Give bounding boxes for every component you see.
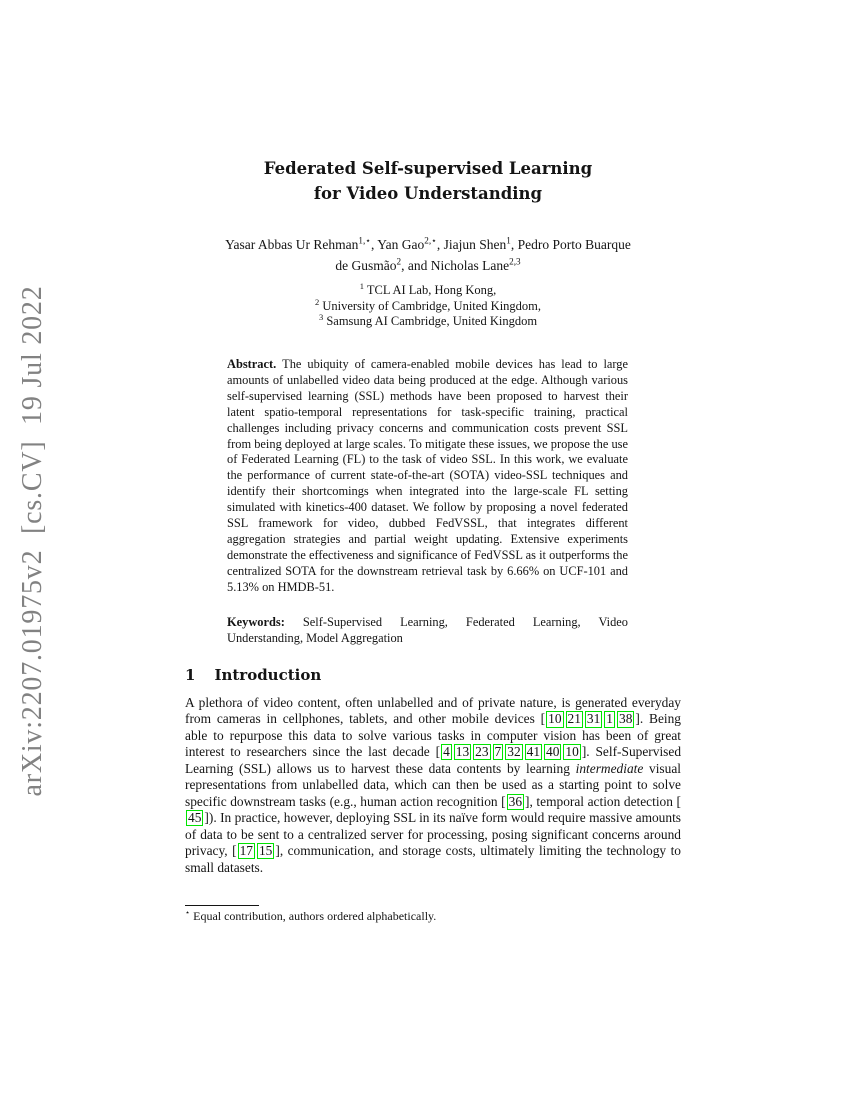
citation-link[interactable]: 13: [455, 744, 470, 760]
affiliation-list: [178, 280, 678, 330]
citation-link[interactable]: 10: [565, 744, 579, 760]
introduction-paragraph: A plethora of video content, often unlabelled and of private nature, is generated everyday from cameras in cellphones, tablets, and other mobile devices [ 10 21 31 1 38 ]. Being able to repurpose this data to solve various tasks in computer vision has been of great interest to researchers since the last decade [ 4 13 23 7 32 41 40 10 ]. Self-Supervised Learning (SSL) allows us to harvest these data contents by learning intermediate visual representations from unlabelled data, which can then be used as a starting point to solve specific downstream tasks (e.g., human action recognition [ 36 ], temporal action detection [45 ]). In practice, however, deploying SSL in its naïve form would require massive amounts of data to be sent to a centralized server for processing, posing significant concerns around privacy, [ 17 15 ], communication, and storage costs, ultimately limiting the technology to small datasets.: [185, 695, 682, 875]
author-line-2: de Gusmão$^2$, and Nicholas Lane$^{2,3}$: [335, 256, 521, 273]
citation-link[interactable]: 1: [606, 711, 613, 727]
citation-link[interactable]: 17: [239, 843, 253, 859]
affiliation-2: $^2$ University of Cambridge, United Kingdom,: [314, 296, 542, 313]
section-number: 1: [185, 666, 196, 684]
paper-title-line2: for Video Understanding: [313, 184, 543, 203]
keywords: Keywords: Self-Supervised Learning, Federated Learning, Video Understanding, Model Aggregation: [227, 615, 629, 645]
author-list: [168, 235, 688, 276]
arxiv-stamp: arXiv:2207.01975v2 [cs.CV] 19 Jul 2022: [17, 285, 48, 797]
citation-link[interactable]: 38: [619, 711, 633, 727]
paper-title-line1: Federated Self-supervised Learning: [263, 159, 593, 178]
citation-link[interactable]: 15: [258, 843, 273, 859]
citation-link[interactable]: 41: [526, 744, 541, 760]
citation-link[interactable]: 21: [567, 711, 581, 727]
affiliation-1: $^1$ TCL AI Lab, Hong Kong,: [359, 280, 497, 297]
citation-link[interactable]: 45: [188, 810, 202, 826]
footnote-rule: [185, 905, 259, 906]
citation-link[interactable]: 4: [443, 744, 450, 760]
section-title: Introduction: [214, 666, 322, 684]
abstract: Abstract. The ubiquity of camera-enabled mobile devices has lead to large amounts of unlabelled video data being produced at the edge. Although various self-supervised learning (SSL) methods have been proposed to harvest their latent spatio-temporal representations for task-specific training, practical challenges including privacy concerns and communication costs prevent SSL from being deployed at large scales. To mitigate these issues, we propose the use of Federated Learning (FL) to the task of video SSL. In this work, we evaluate the performance of current state-of-the-art (SOTA) video-SSL techniques and identify their shortcomings when integrated into the large-scale FL setting simulated with kinetics-400 dataset. We follow by proposing a novel federated SSL framework for video, dubbed FedVSSL, that integrates different aggregation strategies and partial weight updating. Extensive experiments demonstrate the effectiveness and significance of FedVSSL as it outperforms the centralized SOTA for the downstream retrieval task by 6.66% on UCF-101 and 5.13% on HMDB-51.: [227, 357, 628, 594]
citation-link[interactable]: 36: [508, 793, 523, 809]
footnote-equal-contribution: ⋆ Equal contribution, authors ordered alphabetically.: [185, 908, 437, 923]
citation-link[interactable]: 10: [548, 711, 562, 727]
citation-link[interactable]: 31: [586, 711, 601, 727]
citation-link[interactable]: 23: [475, 744, 489, 760]
citation-link[interactable]: 32: [507, 744, 521, 760]
affiliation-3: $^3$ Samsung AI Cambridge, United Kingdom: [318, 311, 538, 328]
author-line-1: Yasar Abbas Ur Rehman$^{1,⋆}$, Yan Gao$^{2,⋆}$, Jiajun Shen$^1$, Pedro Porto Buarque: [225, 235, 631, 252]
section-heading-introduction: [185, 666, 681, 684]
citation-link[interactable]: 40: [546, 744, 560, 760]
citation-link[interactable]: 7: [494, 744, 502, 760]
paper-title: [178, 156, 678, 206]
